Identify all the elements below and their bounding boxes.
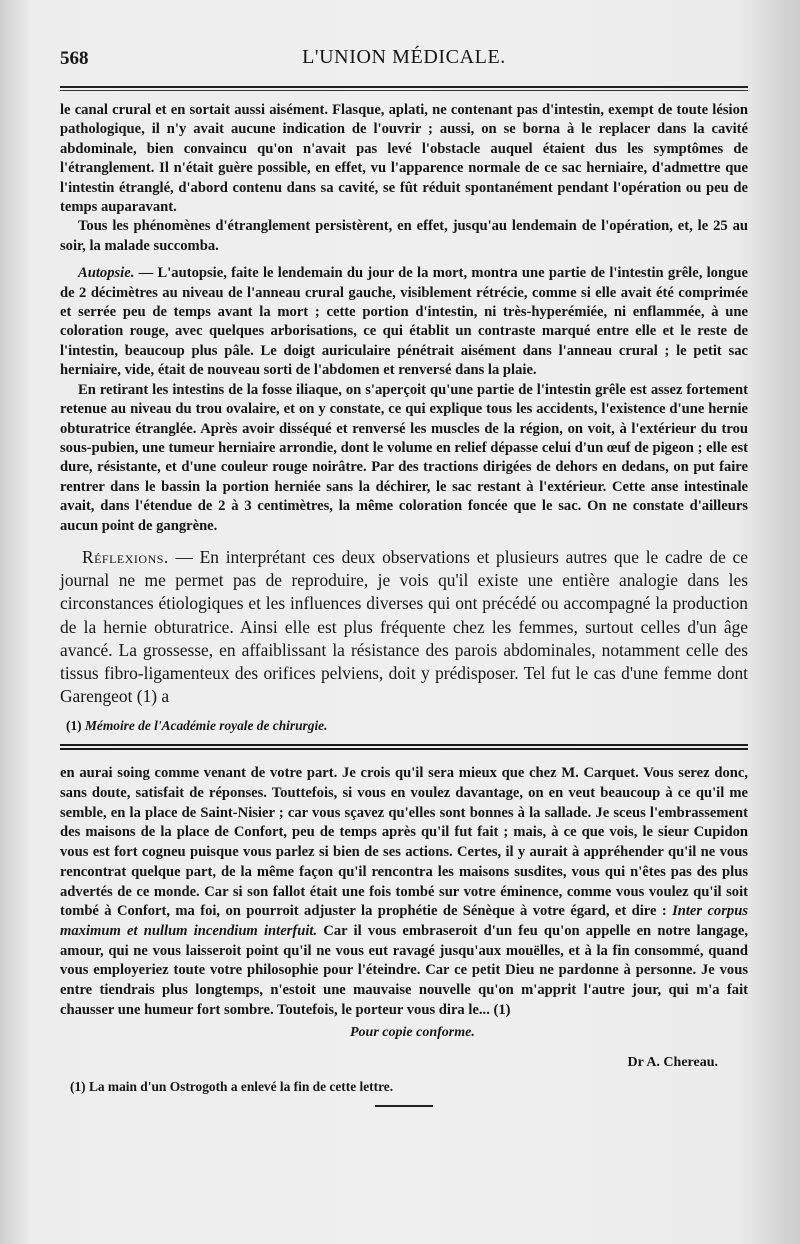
feuilleton-rule-top — [60, 744, 748, 746]
feuilleton-paragraph — [60, 764, 748, 1020]
article-body — [60, 101, 748, 536]
article-paragraph: Tous les phénomènes d'étranglement persistèrent, en effet, jusqu'au lendemain de l'opération, et, le 25 au soir, la malade succomba. — [60, 218, 748, 254]
signature-block — [60, 1025, 748, 1079]
page-header — [60, 44, 748, 76]
autopsy-paragraph-2: En retirant les intestins de la fosse iliaque, on s'aperçoit qu'une partie de l'intestin grêle est assez fortement retenue au niveau du trou ovalaire, et on y constate, ce qui explique tous les accidents, l'existence d'une hernie obturatrice étranglée. Après avoir disséqué et renversé les muscles de la région, on voit, à l'extérieur du trou sous-pubien, une tumeur herniaire arrondie, dont le volume en relief dépasse celui d'un œuf de pigeon ; elle est dure, résistante, et d'une couleur rouge noirâtre. Par des tractions dirigées de dehors en dedans, on put faire rentrer dans le bassin la portion herniée sans la déchirer, le sac restant à l'extérieur. Cette anse intestinale avait, dans l'étendue de 2 à 3 centimètres, la même coloration foncée que le sac. On ne constate d'ailleurs aucun point de gangrène. — [60, 381, 748, 534]
author-signature: Dr A. Chereau. — [627, 1054, 718, 1070]
copy-conforme: Pour copie conforme. — [350, 1024, 475, 1040]
running-title: L'UNION MÉDICALE. — [302, 46, 506, 68]
autopsy-text: — L'autopsie, faite le lendemain du jour de la mort, montra une partie de l'intestin grêle, longue de 2 décimètres au niveau de l'anneau crural gauche, visiblement rétrécie, comme si elle avait été comprimée et serrée peu de temps avant la mort ; cette portion d'intestin, ni très-hyperémiée, ni enflammée, à une coloration rouge, avec quelques arborisations, ce qui établit un contraste marqué entre elle et le reste de l'intestin, beaucoup plus pâle. Le doigt auriculaire pénétrait aisément dans l'anneau crural ; le petit sac herniaire, vide, était de nouveau sorti de l'abdomen et renversé dans la plaie. — [60, 265, 748, 379]
feuilleton-body — [60, 764, 748, 1020]
article-paragraph: le canal crural et en sortait aussi aisément. Flasque, aplati, ne contenant pas d'intestin, exempt de toute lésion pathologique, il n'y avait aucune indication de l'ouvrir ; aussi, on se borna à le replacer dans la cavité abdominale, bien convaincu qu'on n'avait pas levé l'obstacle auquel étaient dus les symptômes de l'étranglement. Il n'était guère possible, en effet, vu l'apparence normale de ce sac herniaire, d'admettre que l'intestin étranglé, d'abord contenu dans sa cavité, se fût réduit spontanément pendant l'opération ou peu de temps auparavant. — [60, 102, 748, 216]
footnote-marker: (1) — [66, 718, 82, 734]
reflexions-section — [60, 546, 748, 708]
reflexions-label: Réflexions. — [82, 546, 169, 567]
reflexions-paragraph — [60, 546, 748, 708]
reflexions-text: — En interprétant ces deux observations et plusieurs autres que le cadre de ce journal ne me permet pas de reproduire, je vois qu'il existe une entière analogie dans les circonstances étiologiques et les influences diverses qui ont précédé ou accompagné la production de la hernie obturatrice. Ainsi elle est plus fréquente chez les femmes, surtout celles d'un âge avancé. La grossesse, en affaiblissant la résistance des parois abdominales, notamment celle des tissus fibro-ligamenteux des orifices pelviens, doit y prédisposer. Tel fut le cas d'une femme dont Garengeot (1) a — [60, 546, 748, 707]
page-number: 568 — [60, 48, 89, 69]
autopsy-label: Autopsie. — [78, 265, 135, 282]
latin-quote: Inter corpus maximum et nullum incendium interfuit. — [60, 903, 748, 939]
footnote-text: Mémoire de l'Académie royale de chirurgie. — [84, 718, 328, 734]
feuilleton-footnote: (1) La main d'un Ostrogoth a enlevé la fin de cette lettre. — [70, 1078, 394, 1094]
autopsy-paragraph — [60, 264, 748, 380]
article-footnote — [66, 718, 748, 734]
header-rule — [60, 86, 748, 88]
feuilleton-text-part-2: Car il vous embraseroit d'un feu qu'on appelle en notre langage, amour, qui ne vous laisseroit point qu'il ne vous eut ravagé jusqu'aux mouëlles, et à la fin consommé, quand vous employeriez toute votre philosophie pour l'éteindre. Car ce petit Dieu ne pardonne à personne. Je vous entre tiendrais plus longtemps, n'estoit une mauvaise nouvelle qu'on m'apprit l'autre jour, qui m'a fait chausser une humeur fort sombre. Toutefois, le porteur vous dira le... (1) — [60, 922, 748, 1018]
feuilleton-rule-bottom — [60, 748, 748, 750]
end-rule — [375, 1105, 433, 1107]
header-rule-thin — [60, 90, 748, 91]
feuilleton-text-part-1: en aurai soing comme venant de votre part. Je crois qu'il sera mieux que chez M. Carquet. Vous serez donc, sans doute, satisfait de réponses. Touttefois, si vous en voulez davantage, on en veut beaucoup à ce qu'il me semble, en la place de Saint-Nisier ; car vous sçavez qu'elles sont bonnes à la sallade. Je sceus l'embrassement des maisons de la place de Confort, peu de temps après qu'il fut fait ; mais, à ce que vois, le sieur Cupidon vous est fort cogneu puisque vous parlez si bien de ses actions. Certes, il y aurait à appréhender qu'il ne vous rencontrat quelque part, de la même façon qu'il rencontra les maisons susdites, vous qui n'êtes pas des plus advertés de ce monde. Car si son fallot était une fois tombé sur votre éminence, comme vous voulez qu'il soit tombé à Confort, ma foi, on pourroit adjuster la prophétie de Sénèque à votre égard, et dire : — [60, 765, 748, 920]
